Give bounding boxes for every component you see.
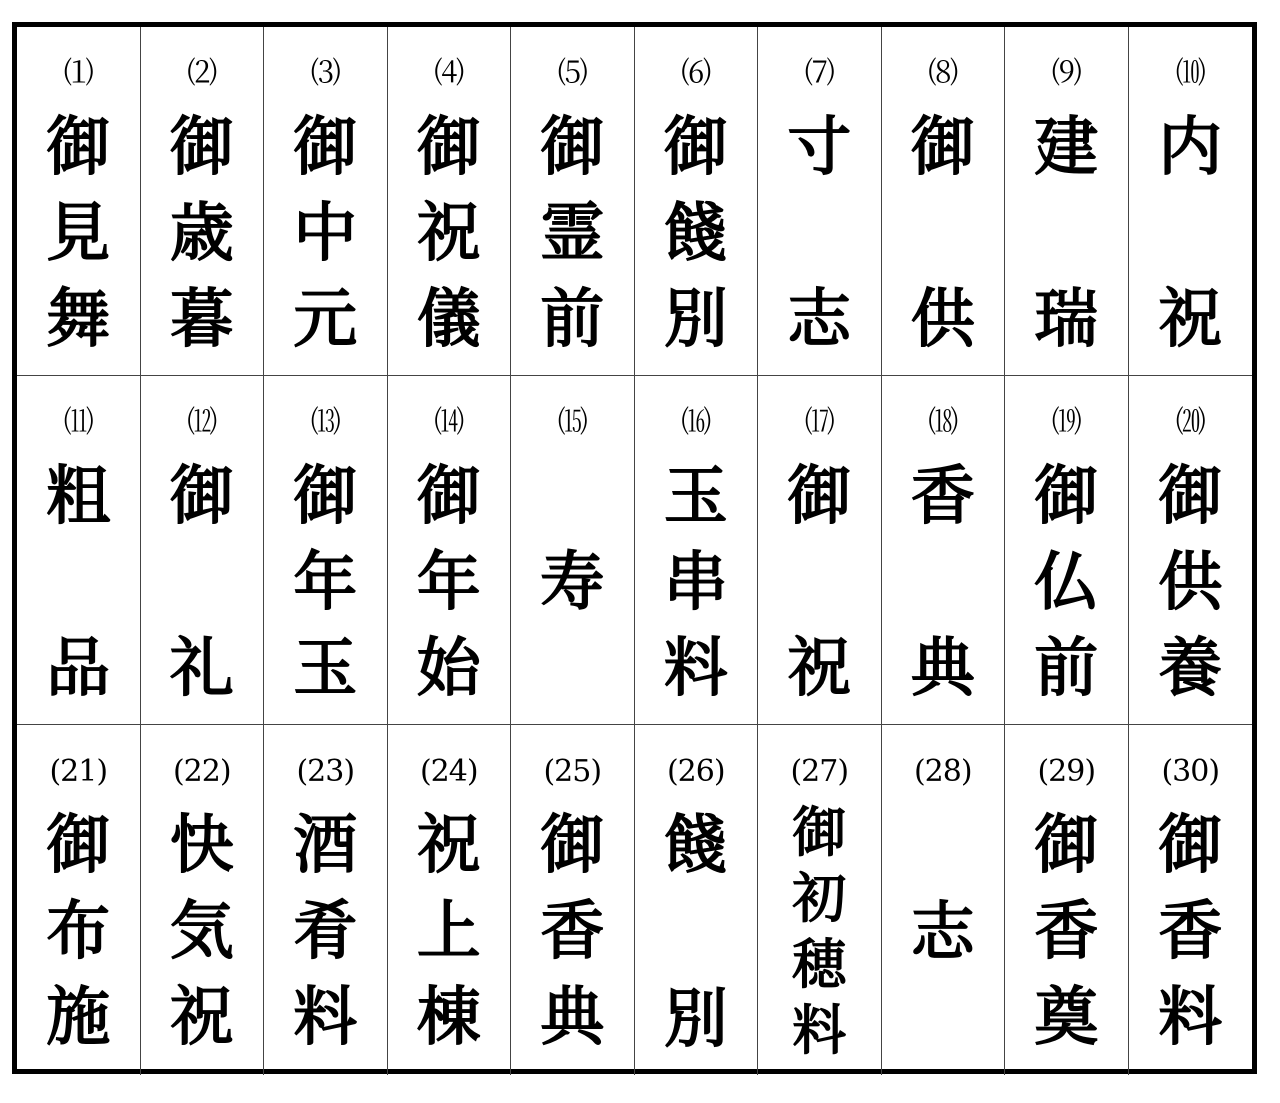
label-character: 建 [1034, 110, 1099, 185]
cell-label [758, 97, 881, 363]
cell-label [635, 795, 758, 1063]
table-cell [882, 27, 1006, 376]
cell-number: ⑿ [187, 405, 217, 440]
cell-label [511, 97, 634, 363]
cell-label [388, 446, 511, 712]
cell-number: (23) [296, 754, 355, 789]
label-character: 料 [663, 631, 728, 706]
cell-number: ⑷ [434, 56, 464, 91]
label-character: 中 [293, 196, 358, 271]
label-character: 始 [416, 631, 481, 706]
table-cell [635, 376, 759, 725]
label-character: 祝 [787, 631, 852, 706]
table-cell [1129, 376, 1253, 725]
label-character: 暮 [169, 282, 234, 357]
cell-number: ⒇ [1175, 405, 1205, 440]
table-cell [758, 376, 882, 725]
cell-number: ⑸ [557, 56, 587, 91]
table-cell [1005, 27, 1129, 376]
table-cell [17, 376, 141, 725]
cell-label [882, 97, 1005, 363]
label-character: 上 [416, 894, 481, 969]
label-character: 礼 [169, 631, 234, 706]
label-character: 御 [1158, 459, 1223, 534]
label-character: 祝 [169, 980, 234, 1055]
label-character: 御 [416, 110, 481, 185]
table-cell [1005, 376, 1129, 725]
cell-label [141, 97, 264, 363]
cell-label [264, 446, 387, 712]
table-cell [264, 27, 388, 376]
table-cell [758, 725, 882, 1075]
cell-number: (26) [666, 754, 725, 789]
table-cell [511, 376, 635, 725]
label-character: 香 [910, 459, 975, 534]
label-character: 元 [293, 282, 358, 357]
cell-label [264, 795, 387, 1063]
table-cell [264, 725, 388, 1075]
label-character: 施 [46, 980, 111, 1055]
cell-number: ⑺ [804, 56, 834, 91]
label-character: 舞 [46, 282, 111, 357]
label-character: 養 [1158, 631, 1223, 706]
cell-number: (29) [1037, 754, 1096, 789]
cell-label [264, 97, 387, 363]
label-character: 年 [416, 545, 481, 620]
cell-label [758, 795, 881, 1063]
label-character: 布 [46, 894, 111, 969]
label-character: 料 [293, 980, 358, 1055]
label-character: 前 [540, 282, 605, 357]
cell-number: ⒂ [557, 405, 587, 440]
label-character: 気 [169, 894, 234, 969]
cell-label [1005, 795, 1128, 1063]
label-character: 別 [663, 282, 728, 357]
label-character: 餞 [663, 808, 728, 883]
label-character: 御 [46, 808, 111, 883]
noshi-label-table [12, 22, 1257, 1074]
label-character: 玉 [293, 631, 358, 706]
label-character: 供 [1158, 545, 1223, 620]
cell-number: ⒆ [1051, 405, 1081, 440]
cell-number: ⒃ [681, 405, 711, 440]
label-character: 料 [792, 998, 847, 1062]
label-character: 寿 [540, 545, 605, 620]
cell-number: ⑵ [187, 56, 217, 91]
cell-number: ⑹ [681, 56, 711, 91]
cell-label [1129, 97, 1253, 363]
label-character: 御 [46, 110, 111, 185]
cell-label [141, 795, 264, 1063]
cell-label [1129, 795, 1253, 1063]
label-character: 御 [169, 110, 234, 185]
label-character: 祝 [416, 196, 481, 271]
cell-number: (24) [419, 754, 478, 789]
label-character: 御 [1034, 459, 1099, 534]
cell-label [635, 97, 758, 363]
label-character: 快 [169, 808, 234, 883]
label-character: 品 [46, 631, 111, 706]
label-character: 御 [169, 459, 234, 534]
label-character: 御 [1034, 808, 1099, 883]
label-character: 見 [46, 196, 111, 271]
label-character: 瑞 [1034, 282, 1099, 357]
label-character: 餞 [663, 196, 728, 271]
label-character: 初 [792, 866, 847, 930]
label-character: 歳 [169, 196, 234, 271]
cell-number: ⑶ [310, 56, 340, 91]
table-cell [511, 27, 635, 376]
label-character: 御 [663, 110, 728, 185]
label-character: 御 [540, 808, 605, 883]
cell-label [388, 795, 511, 1063]
label-character: 香 [540, 894, 605, 969]
label-character: 御 [293, 110, 358, 185]
label-character: 供 [910, 282, 975, 357]
label-character: 御 [416, 459, 481, 534]
cell-label [511, 446, 634, 712]
table-cell [264, 376, 388, 725]
label-character: 霊 [540, 196, 605, 271]
table-cell [882, 725, 1006, 1075]
label-character: 御 [910, 110, 975, 185]
label-character: 御 [1158, 808, 1223, 883]
cell-number: ⑴ [63, 56, 93, 91]
cell-label [1005, 97, 1128, 363]
table-cell [635, 725, 759, 1075]
table-cell [388, 725, 512, 1075]
cell-number: (28) [913, 754, 972, 789]
cell-number: ⑾ [63, 405, 93, 440]
table-cell [882, 376, 1006, 725]
table-cell [1129, 27, 1253, 376]
cell-number: ⒅ [928, 405, 958, 440]
table-cell [17, 725, 141, 1075]
label-character: 穂 [792, 932, 847, 996]
cell-number: ⑻ [928, 56, 958, 91]
label-character: 内 [1158, 110, 1223, 185]
label-character: 玉 [663, 459, 728, 534]
label-character: 祝 [1158, 282, 1223, 357]
cell-number: ⒀ [310, 405, 340, 440]
label-character: 志 [787, 282, 852, 357]
label-character: 前 [1034, 631, 1099, 706]
label-character: 年 [293, 545, 358, 620]
cell-number: (21) [49, 754, 108, 789]
table-cell [17, 27, 141, 376]
cell-label [17, 795, 140, 1063]
cell-label [758, 446, 881, 712]
table-cell [1005, 725, 1129, 1075]
cell-number: ⑽ [1175, 56, 1205, 91]
label-character: 別 [663, 982, 728, 1057]
label-character: 棟 [416, 980, 481, 1055]
cell-number: ⑼ [1051, 56, 1081, 91]
table-cell [635, 27, 759, 376]
cell-label [17, 446, 140, 712]
cell-label [17, 97, 140, 363]
cell-label [1129, 446, 1253, 712]
label-character: 御 [792, 800, 847, 864]
label-character: 仏 [1034, 545, 1099, 620]
label-character: 典 [540, 980, 605, 1055]
label-character: 串 [663, 545, 728, 620]
cell-label [882, 795, 1005, 1063]
cell-label [882, 446, 1005, 712]
cell-label [141, 446, 264, 712]
label-character: 御 [540, 110, 605, 185]
label-character: 粗 [46, 459, 111, 534]
label-character: 志 [910, 895, 975, 970]
table-cell [388, 376, 512, 725]
table-cell [141, 27, 265, 376]
label-character: 御 [787, 459, 852, 534]
cell-label [388, 97, 511, 363]
table-cell [758, 27, 882, 376]
label-character: 儀 [416, 282, 481, 357]
cell-number: (25) [543, 754, 602, 789]
label-character: 酒 [293, 808, 358, 883]
table-cell [511, 725, 635, 1075]
cell-number: ⒁ [434, 405, 464, 440]
cell-number: (22) [172, 754, 231, 789]
cell-number: (27) [790, 754, 849, 789]
label-character: 祝 [416, 808, 481, 883]
table-cell [141, 725, 265, 1075]
label-character: 料 [1158, 980, 1223, 1055]
cell-number: ⒄ [804, 405, 834, 440]
label-character: 典 [910, 631, 975, 706]
cell-label [1005, 446, 1128, 712]
label-character: 奠 [1034, 980, 1099, 1055]
label-character: 御 [293, 459, 358, 534]
cell-label [635, 446, 758, 712]
table-cell [388, 27, 512, 376]
label-character: 香 [1158, 894, 1223, 969]
label-character: 寸 [787, 110, 852, 185]
label-character: 肴 [293, 894, 358, 969]
cell-label [511, 795, 634, 1063]
cell-number: (30) [1161, 754, 1220, 789]
label-character: 香 [1034, 894, 1099, 969]
table-cell [1129, 725, 1253, 1075]
table-cell [141, 376, 265, 725]
